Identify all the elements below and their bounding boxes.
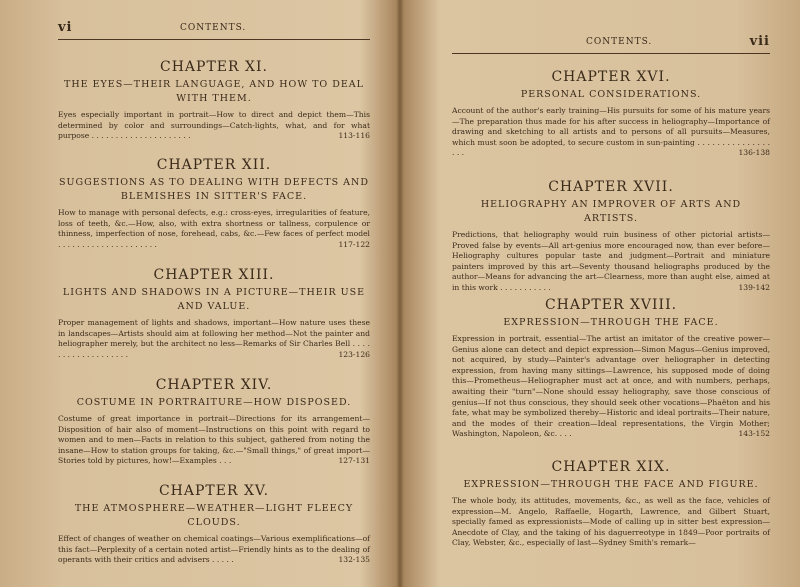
left-page-number: vi bbox=[58, 20, 73, 35]
left-running-title: CONTENTS. bbox=[180, 23, 247, 33]
chapter-page-range: 139-142 bbox=[738, 282, 770, 292]
chapter-subtitle: COSTUME IN PORTRAITURE—HOW DISPOSED. bbox=[76, 397, 352, 408]
chapter-xvi bbox=[452, 68, 770, 159]
chapter-summary: Eyes especially important in portrait—How to direct and depict them—This determined by color and surroundings—Catch-lights, what, and for what purpose . . . . . . . . . . . . . . . . . . . . . bbox=[58, 110, 370, 141]
chapter-page-range: 136-138 bbox=[738, 148, 770, 158]
chapter-summary: The whole body, its attitudes, movements, &c., as well as the face, vehicles of expression—M. Angelo, Raffaelle, Hogarth, Lawrence, and Gilbert Stuart, specially famed as expressionists—Mode of calling up in sitter best expression—Anecdote of Clay, and the taking of his daguerreotype in 1849—Poor portraits of Clay, Webster, &c., especially of last—Sydney Smith's remark— bbox=[452, 496, 770, 548]
chapter-xiv bbox=[58, 376, 370, 467]
chapter-page-range: 123-126 bbox=[338, 349, 370, 359]
chapter-title: CHAPTER XIX. bbox=[551, 459, 671, 475]
chapter-xix bbox=[452, 458, 770, 549]
right-page bbox=[452, 0, 770, 587]
chapter-subtitle: THE EYES—THEIR LANGUAGE, AND HOW TO DEAL WITH THEM. bbox=[64, 79, 364, 104]
chapter-subtitle: HELIOGRAPHY AN IMPROVER OF ARTS AND ARTISTS. bbox=[480, 199, 742, 224]
chapter-summary: Costume of great importance in portrait—Directions for its arrangement—Disposition of hair also of moment—Instructions on this point with regard to women and to men—Facts in relation to this subject, gathered from noting the insane—How to station groups for taking, &c.—"Small things," of great import—Stories told by pictures, how!—Examples . . . bbox=[58, 414, 370, 466]
chapter-subtitle: EXPRESSION—THROUGH THE FACE. bbox=[503, 317, 719, 328]
right-running-title: CONTENTS. bbox=[586, 37, 653, 47]
chapter-subtitle: THE ATMOSPHERE—WEATHER—LIGHT FLEECY CLOUDS. bbox=[74, 503, 354, 528]
chapter-subtitle: SUGGESTIONS AS TO DEALING WITH DEFECTS AND BLEMISHES IN SITTER'S FACE. bbox=[59, 177, 369, 202]
left-running-head bbox=[58, 20, 370, 36]
chapter-title: CHAPTER XII. bbox=[156, 157, 272, 173]
chapter-title: CHAPTER XIII. bbox=[153, 267, 275, 283]
chapter-xiii bbox=[58, 266, 370, 360]
chapter-title: CHAPTER XVIII. bbox=[544, 297, 678, 313]
chapter-summary: Expression in portrait, essential—The artist an imitator of the creative power—Genius alone can detect and depict expression—Simon Magus—Genius improved, not acquired, by study—Painter's advantage over heliographer in detecting expression, from having many sittings—Lawrence, his supposed mode of doing this—Prometheus—Heliographer must act at once, and with numbers, perhaps, awaiting their "turn"—None should essay heliography, save those conscious of genius—If not thus conscious, they should seek other vocations—Phaëton and his fate, what may be symbolized thereby—Historic and ideal portraits—Their nature, and the modes of their creation—Ideal representations, the Virgin Mother; Washington, Napoleon, &c. . . . bbox=[452, 334, 770, 439]
chapter-summary: Account of the author's early training—His pursuits for some of his mature years—The preparation thus made for his after success in heliography—Importance of drawing and sketching to all artists and to persons of all pursuits—Measures, which must soon be adopted, to secure custom in sun-painting . . . . . . . . . . . . . . . . . . bbox=[452, 106, 770, 158]
chapter-subtitle: EXPRESSION—THROUGH THE FACE AND FIGURE. bbox=[463, 479, 759, 490]
chapter-xvii bbox=[452, 178, 770, 294]
left-head-rule bbox=[58, 39, 370, 40]
chapter-subtitle: PERSONAL CONSIDERATIONS. bbox=[520, 89, 702, 100]
chapter-title: CHAPTER XIV. bbox=[155, 377, 273, 393]
left-page bbox=[58, 0, 370, 587]
chapter-page-range: 113-116 bbox=[338, 131, 370, 141]
chapter-page-range: 127-131 bbox=[338, 456, 370, 466]
chapter-summary: Proper management of lights and shadows, important—How nature uses these in landscapes—Artists should aim at following her method—Not the painter and heliographer merely, but the architect no less—Remarks of Sir Charles Bell . . . . . . . . . . . . . . . . . . . bbox=[58, 318, 370, 359]
chapter-page-range: 143-152 bbox=[738, 429, 770, 439]
chapter-xi bbox=[58, 58, 370, 142]
chapter-xviii bbox=[452, 296, 770, 440]
chapter-page-range: 132-135 bbox=[338, 555, 370, 565]
chapter-subtitle: LIGHTS AND SHADOWS IN A PICTURE—THEIR USE AND VALUE. bbox=[62, 287, 366, 312]
chapter-title: CHAPTER XVI. bbox=[551, 69, 671, 85]
right-head-rule bbox=[452, 53, 770, 54]
right-page-number: vii bbox=[749, 34, 770, 49]
right-running-head bbox=[452, 34, 770, 50]
chapter-xii bbox=[58, 156, 370, 250]
chapter-page-range: 117-122 bbox=[338, 239, 370, 249]
chapter-title: CHAPTER XVII. bbox=[548, 179, 674, 195]
chapter-summary: How to manage with personal defects, e.g.: cross-eyes, irregularities of feature, loss of teeth, &c.—How, also, with extra shortness or tallness, corpulence or thinness, imperfection of nose, forehead, cabs, &c.—Few faces of perfect model . . . . . . . . . . . . . . . . . . . . . bbox=[58, 208, 370, 249]
chapter-title: CHAPTER XV. bbox=[158, 483, 270, 499]
chapter-title: CHAPTER XI. bbox=[160, 59, 268, 75]
chapter-summary: Predictions, that heliography would ruin business of other pictorial artists—Proved false by events—All art-genius more encouraged now, than ever before—Heliography cultures popular taste and judgment—Portrait and miniature painters improved by this art—Seventy thousand heliographs produced by the author—Means for advancing the art—Clearness, more than aught else, aimed at in this work . . . . . . . . . . . bbox=[452, 230, 770, 292]
chapter-xv bbox=[58, 482, 370, 566]
chapter-summary: Effect of changes of weather on chemical coatings—Various exemplifications—of this fact—Perplexity of a certain noted artist—Friendly hints as to the dealing of operants with their critics and advisers . . . . . bbox=[58, 534, 370, 565]
